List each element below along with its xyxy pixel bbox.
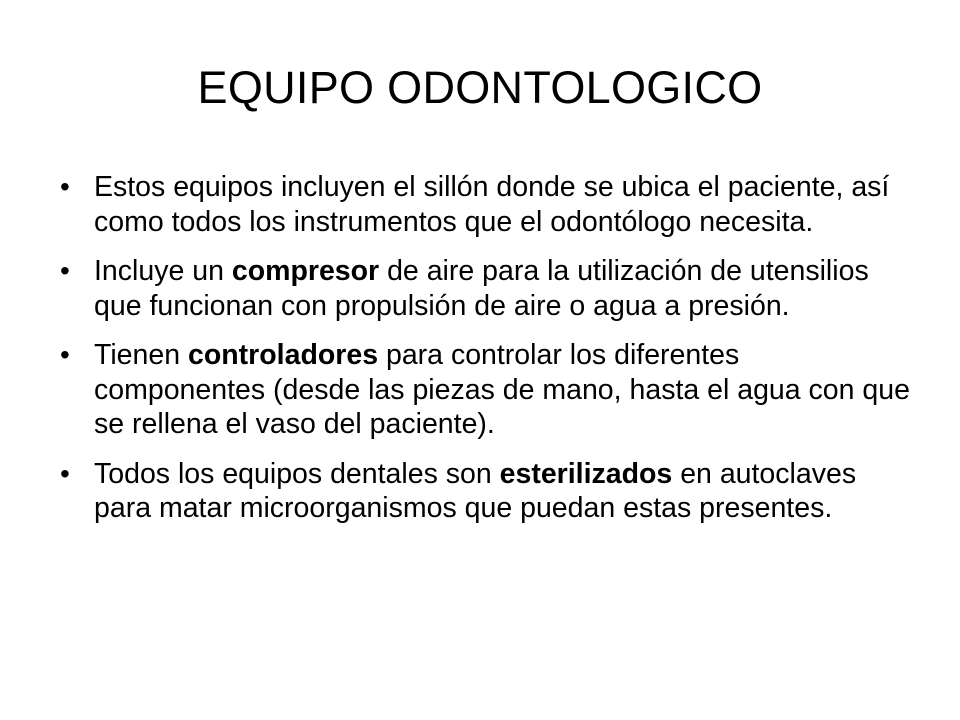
bullet-icon: • <box>60 339 70 370</box>
bullet-text-before: Todos los equipos dentales son <box>94 457 500 490</box>
bullet-list <box>58 170 918 541</box>
bullet-text-bold: esterilizados <box>499 457 673 490</box>
bullet-text-after: para controlar los diferentes componentes (desde las piezas de mano, hasta el agua con que se rellena el vaso del paciente). <box>94 339 910 440</box>
bullet-text <box>94 171 889 238</box>
bullet-text <box>94 255 869 322</box>
bullet-item <box>58 254 918 323</box>
bullet-text-before: Estos equipos incluyen el sillón donde se ubica el paciente, así como todos los instrumentos que el odontólogo necesita. <box>94 171 890 238</box>
bullet-item <box>58 170 918 239</box>
bullet-text-before: Incluye un <box>94 255 232 287</box>
bullet-text-before: Tienen <box>94 339 189 371</box>
bullet-text <box>94 458 856 525</box>
slide-title: EQUIPO ODONTOLOGICO <box>197 62 763 113</box>
bullet-text <box>94 339 910 440</box>
bullet-icon: • <box>60 171 70 202</box>
bullet-item <box>58 457 918 526</box>
bullet-icon: • <box>60 255 70 286</box>
bullet-icon: • <box>60 457 70 489</box>
bullet-text-bold: controladores <box>188 339 379 371</box>
bullet-item <box>58 338 918 442</box>
bullet-text-after: en autoclaves para matar microorganismos que puedan estas presentes. <box>94 457 857 524</box>
bullet-text-after: de aire para la utilización de utensilios que funcionan con propulsión de aire o agua a presión. <box>94 255 869 322</box>
bullet-text-bold: compresor <box>231 255 380 287</box>
